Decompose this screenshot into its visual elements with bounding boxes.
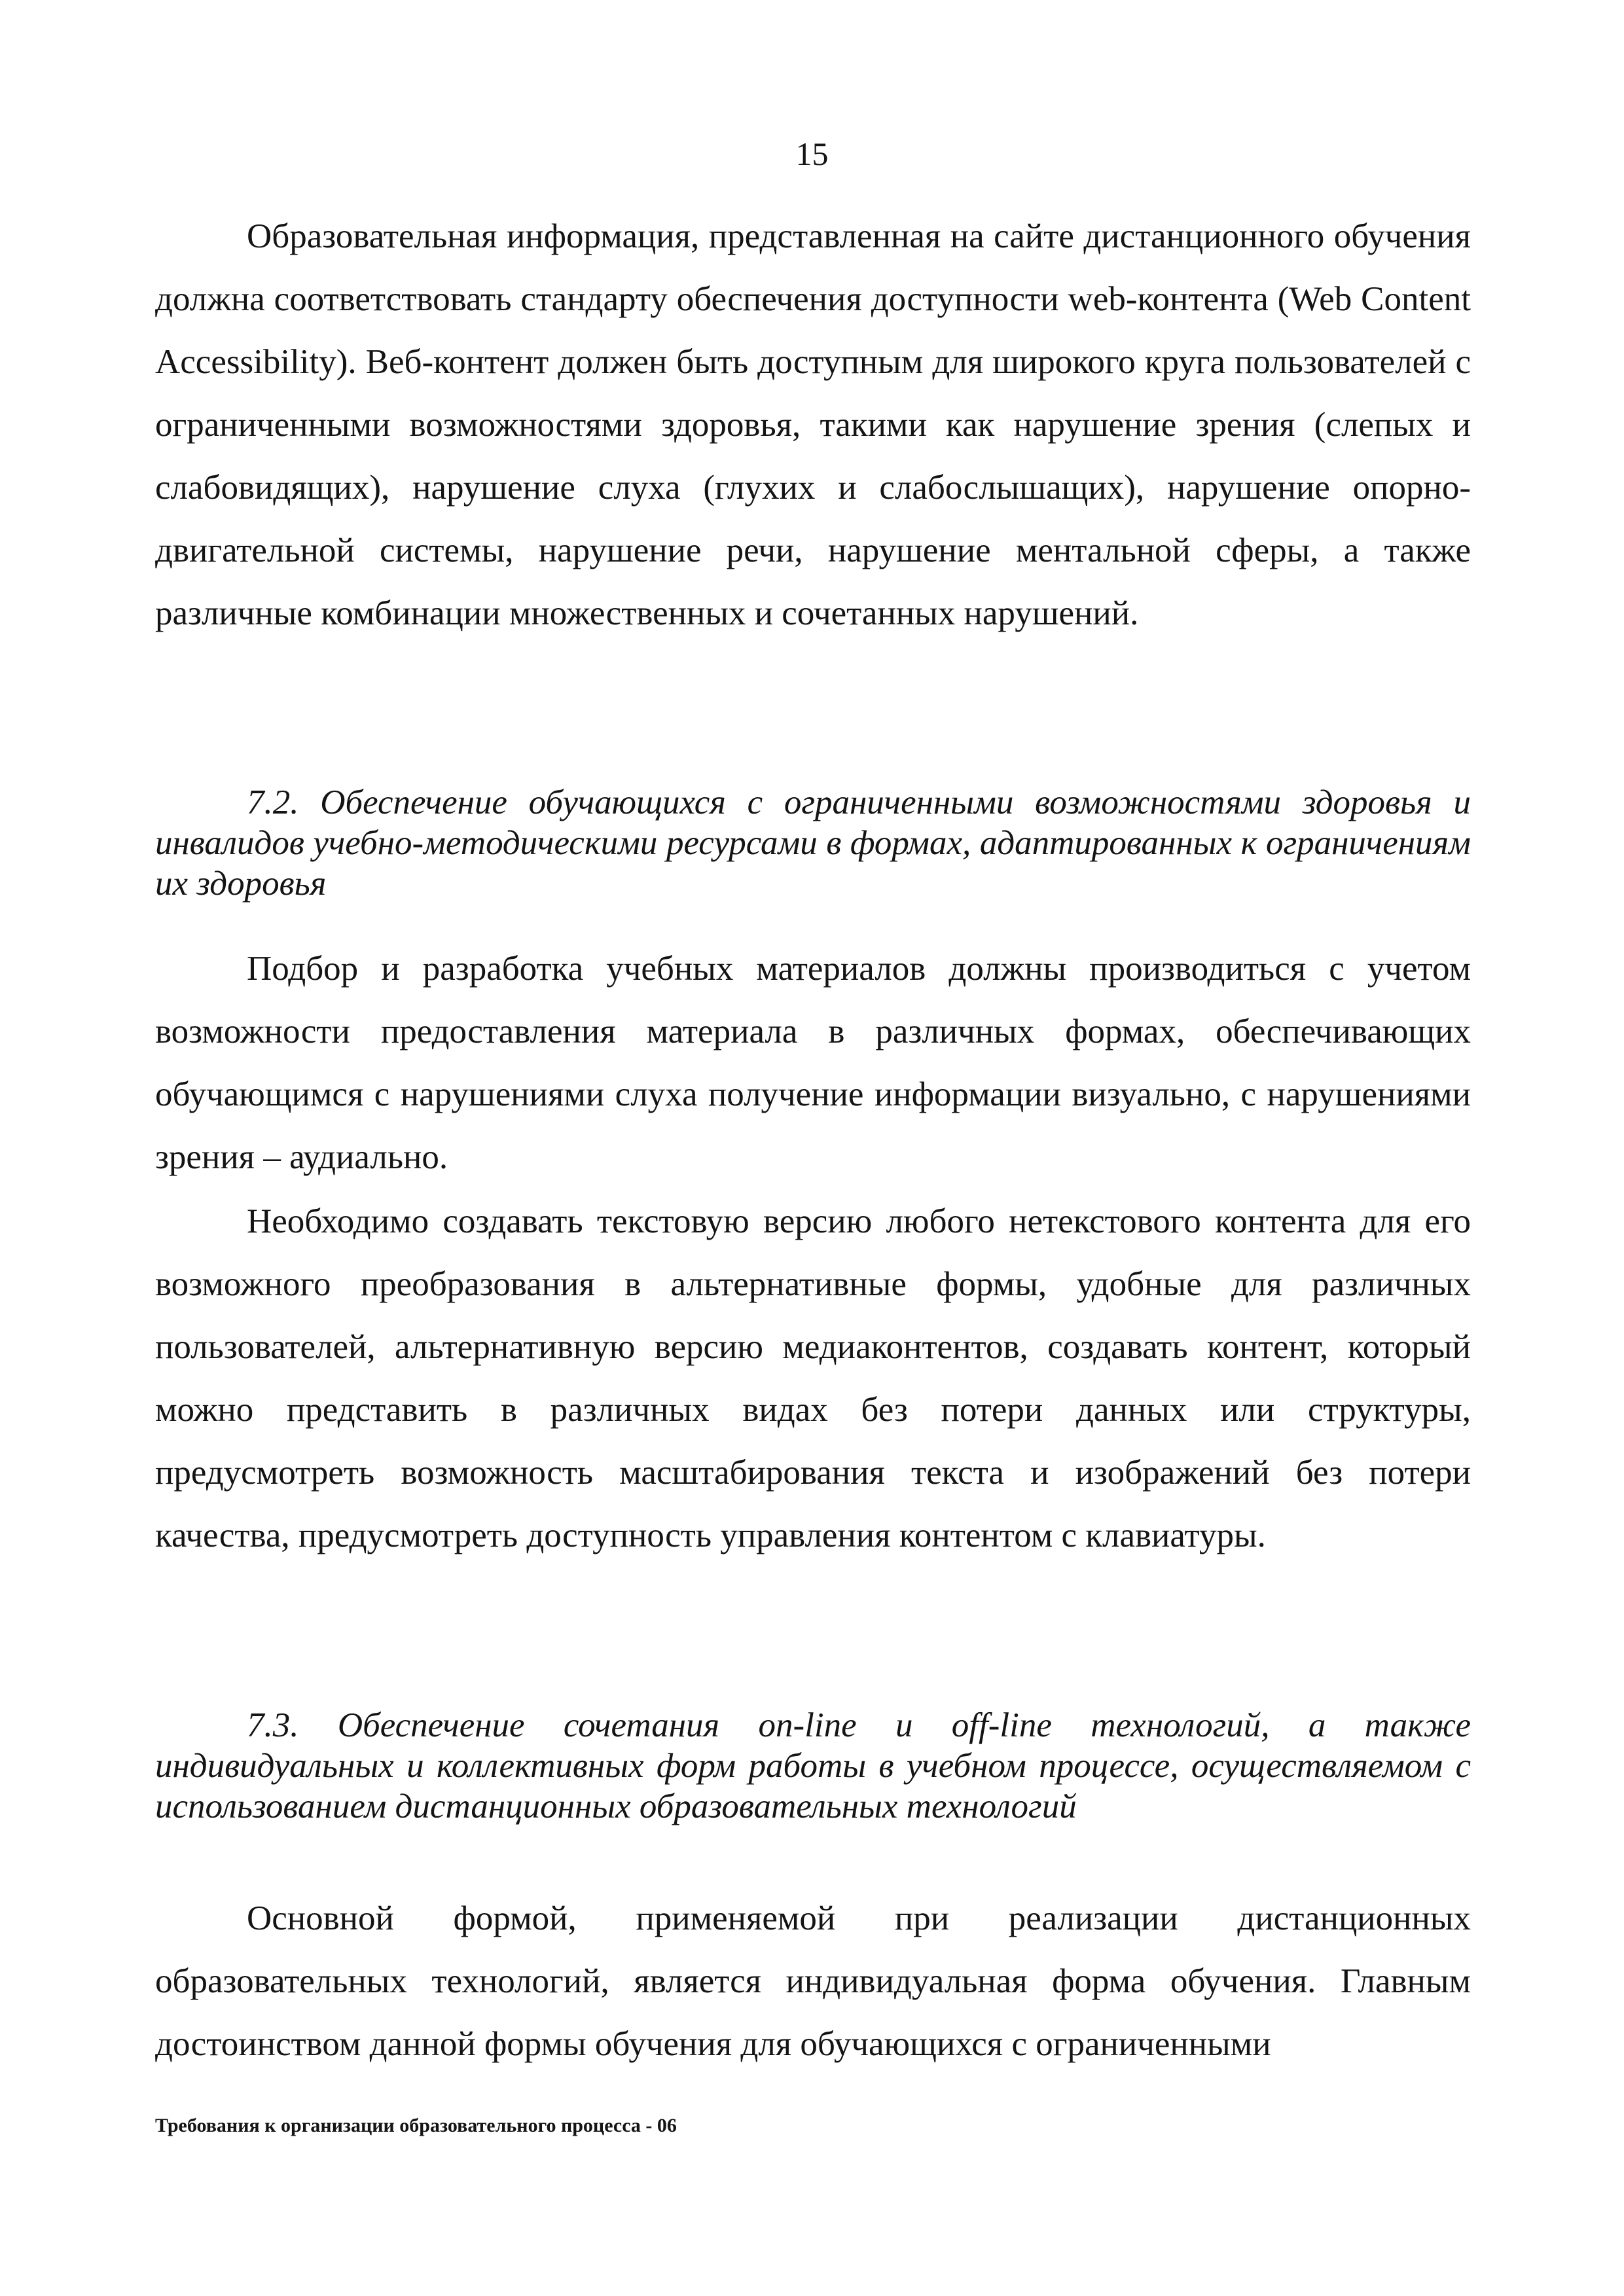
page-number: 15 [795, 135, 829, 172]
paragraph-text-version: Необходимо создавать текстовую версию любого нетекстового контента для его возможного преобразования в альтернативные формы, удобные для различных пользователей, альтернативную версию медиаконтентов, создавать контент, который можно представить в различных видах без потери данных или структуры, предусмотреть возможность масштабирования текста и изображений без потери качества, предусмотреть доступность управления контентом с клавиатуры. [155, 1202, 1471, 1554]
paragraph-individual-form: Основной формой, применяемой при реализации дистанционных образовательных технологий, является индивидуальная форма обучения. Главным достоинством данной формы обучения для обучающихся с ограниченными [155, 1899, 1471, 2063]
paragraph-web-accessibility: Образовательная информация, представленная на сайте дистанционного обучения должна соответствовать стандарту обеспечения доступности web-контента (Web Content Accessibility). Веб-контент должен быть доступным для широкого круга пользователей с ограниченными возможностями здоровья, такими как нарушение зрения (слепых и слабовидящих), нарушение слуха (глухих и слабослышащих), нарушение опорно-двигательной системы, нарушение речи, нарушение ментальной сферы, а также различные комбинации множественных и сочетанных нарушений. [155, 217, 1471, 632]
section-heading-7-2: 7.2. Обеспечение обучающихся с ограниченными возможностями здоровья и инвалидов учебно-методическими ресурсами в формах, адаптированных к ограничениям их здоровья [155, 783, 1471, 903]
paragraph-material-forms: Подбор и разработка учебных материалов должны производиться с учетом возможности предоставления материала в различных формах, обеспечивающих обучающимся с нарушениями слуха получение информации визуально, с нарушениями зрения – аудиально. [155, 950, 1471, 1176]
section-heading-7-3: 7.3. Обеспечение сочетания on-line и off-line технологий, а также индивидуальных и коллективных форм работы в учебном процессе, осуществляемом с использованием дистанционных образовательных технологий [155, 1706, 1471, 1825]
document-footer: Требования к организации образовательного процесса - 06 [155, 2115, 677, 2136]
